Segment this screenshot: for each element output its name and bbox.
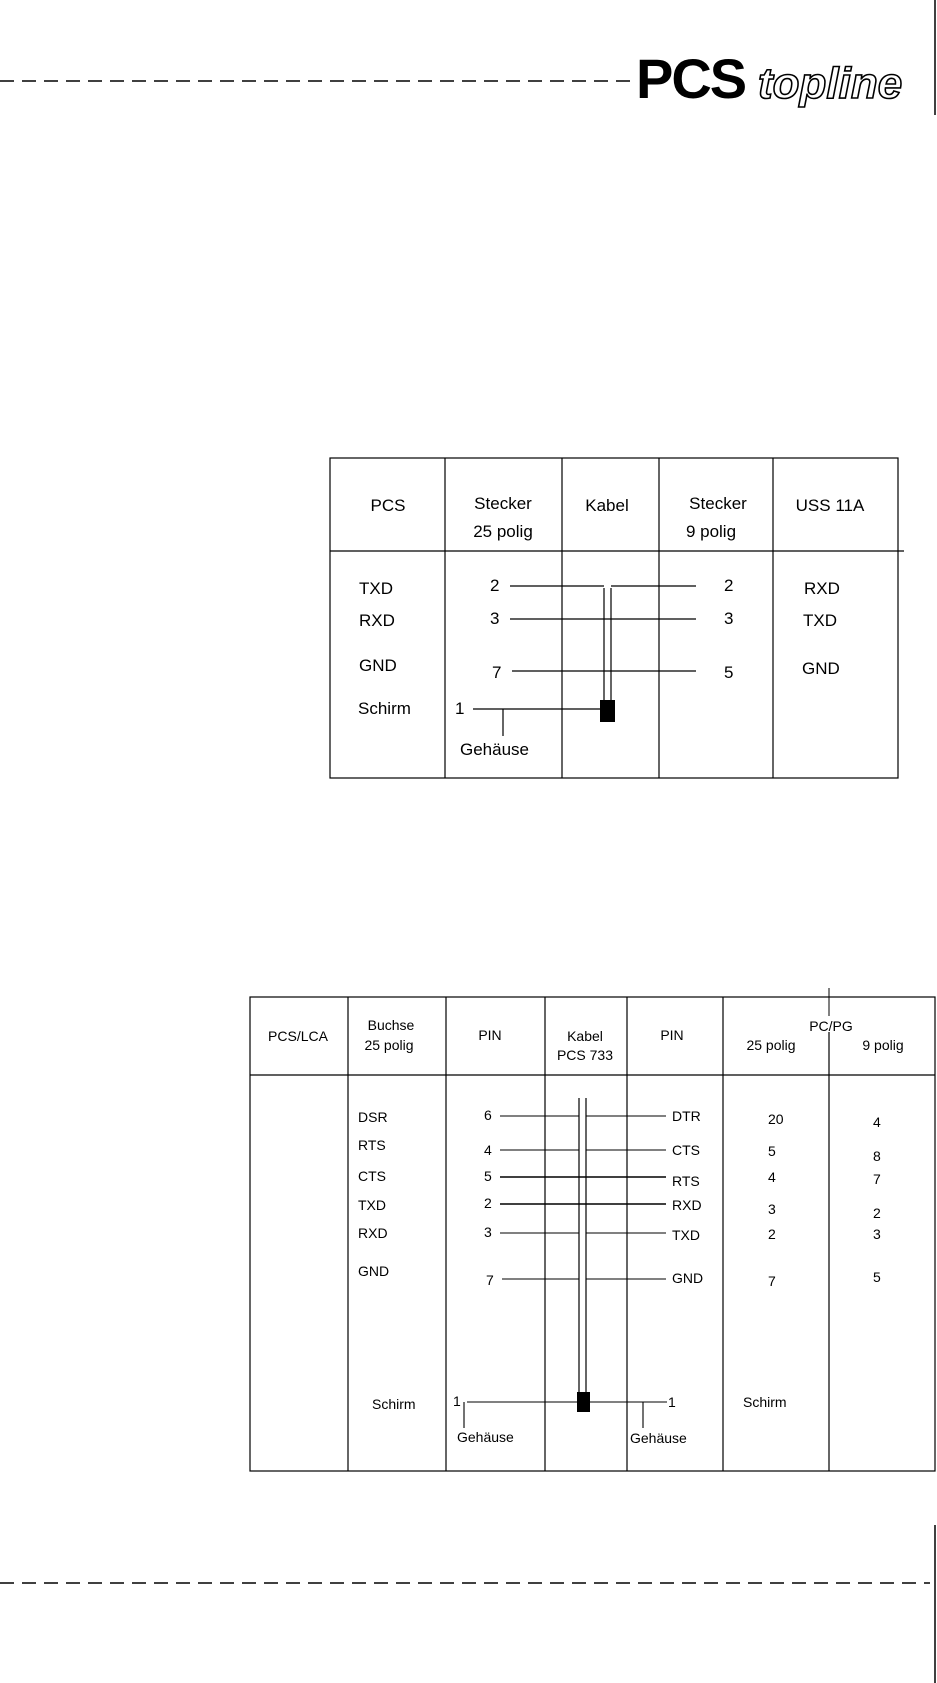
header-kabel-line1: Kabel bbox=[567, 1028, 603, 1044]
header-stecker-25-line2: 25 polig bbox=[473, 522, 533, 541]
t2-row4-right-signal: RXD bbox=[672, 1197, 702, 1213]
t2-row3-pc9: 7 bbox=[873, 1171, 881, 1187]
header-kabel: Kabel bbox=[585, 496, 629, 515]
header-uss-11a: USS 11A bbox=[795, 496, 865, 515]
header-buchse-line1: Buchse bbox=[367, 1017, 415, 1033]
header-buchse-line2: 25 polig bbox=[364, 1037, 414, 1053]
t2-shield-pc-label: Schirm bbox=[743, 1394, 787, 1410]
t2-row5-left-pin: 3 bbox=[484, 1224, 492, 1240]
t2-row4-pc9: 2 bbox=[873, 1205, 881, 1221]
row2-left-signal: RXD bbox=[359, 611, 395, 630]
pcs-topline-logo bbox=[636, 47, 902, 110]
wiring-table-uss bbox=[330, 458, 904, 778]
logo-product: topline bbox=[758, 59, 903, 108]
t2-shield-left-housing: Gehäuse bbox=[457, 1429, 514, 1445]
t2-row6-left-signal: GND bbox=[358, 1263, 390, 1279]
t2-shield-left-pin: 1 bbox=[453, 1393, 461, 1409]
row3-right-pin: 5 bbox=[724, 663, 734, 682]
header-pin-left: PIN bbox=[478, 1027, 502, 1043]
wiring-table-pc-pg bbox=[250, 988, 935, 1471]
t2-row5-pc25: 2 bbox=[768, 1226, 776, 1242]
row2-right-pin: 3 bbox=[724, 609, 734, 628]
t2-row2-left-signal: RTS bbox=[358, 1137, 386, 1153]
t2-row4-pc25: 3 bbox=[768, 1201, 776, 1217]
header-stecker-9-line1: Stecker bbox=[689, 494, 747, 513]
shield-pin: 1 bbox=[455, 699, 465, 718]
t2-shield-label: Schirm bbox=[372, 1396, 416, 1412]
shield-label: Schirm bbox=[358, 699, 411, 718]
logo-brand: PCS bbox=[636, 47, 746, 110]
t2-row6-left-pin: 7 bbox=[486, 1272, 494, 1288]
header-pcs: PCS bbox=[370, 496, 406, 515]
header-pc-pg: PC/PG bbox=[809, 1018, 853, 1034]
t2-row3-left-signal: CTS bbox=[358, 1168, 386, 1184]
t2-row2-right-signal: CTS bbox=[672, 1142, 700, 1158]
t2-row6-pc25: 7 bbox=[768, 1273, 776, 1289]
t2-row2-pc25: 5 bbox=[768, 1143, 776, 1159]
t2-row1-right-signal: DTR bbox=[672, 1108, 701, 1124]
row1-right-pin: 2 bbox=[724, 576, 734, 595]
t2-row4-left-signal: TXD bbox=[358, 1197, 386, 1213]
t2-row1-left-signal: DSR bbox=[358, 1109, 388, 1125]
header-pcs-lca: PCS/LCA bbox=[268, 1028, 328, 1044]
row3-right-signal: GND bbox=[802, 659, 840, 678]
t2-row6-right-signal: GND bbox=[672, 1270, 704, 1286]
header-25-polig: 25 polig bbox=[746, 1037, 796, 1053]
row1-left-signal: TXD bbox=[359, 579, 393, 598]
cable-shield-clamp bbox=[577, 1392, 590, 1412]
row1-left-pin: 2 bbox=[490, 576, 500, 595]
row2-right-signal: TXD bbox=[803, 611, 837, 630]
row3-left-signal: GND bbox=[359, 656, 397, 675]
t2-row6-pc9: 5 bbox=[873, 1269, 881, 1285]
t2-row2-pc9: 8 bbox=[873, 1148, 881, 1164]
header-kabel-line2: PCS 733 bbox=[556, 1047, 614, 1063]
t2-row1-left-pin: 6 bbox=[484, 1107, 492, 1123]
t2-row4-left-pin: 2 bbox=[484, 1195, 492, 1211]
t2-row3-left-pin: 5 bbox=[484, 1168, 492, 1184]
t2-shield-right-pin: 1 bbox=[668, 1394, 676, 1410]
header-9-polig: 9 polig bbox=[862, 1037, 904, 1053]
t2-row3-pc25: 4 bbox=[768, 1169, 776, 1185]
t2-row1-pc9: 4 bbox=[873, 1114, 881, 1130]
shield-housing: Gehäuse bbox=[460, 740, 529, 759]
t2-row1-pc25: 20 bbox=[768, 1111, 784, 1127]
header-stecker-25-line1: Stecker bbox=[474, 494, 532, 513]
row3-left-pin: 7 bbox=[492, 663, 502, 682]
t2-row5-left-signal: RXD bbox=[358, 1225, 388, 1241]
row1-right-signal: RXD bbox=[804, 579, 840, 598]
t2-row5-pc9: 3 bbox=[873, 1226, 881, 1242]
header-pin-right: PIN bbox=[660, 1027, 684, 1043]
t2-shield-right-housing: Gehäuse bbox=[630, 1430, 687, 1446]
header-stecker-9-line2: 9 polig bbox=[685, 522, 737, 541]
t2-row2-left-pin: 4 bbox=[484, 1142, 492, 1158]
t2-row5-right-signal: TXD bbox=[672, 1227, 700, 1243]
t2-row3-right-signal: RTS bbox=[672, 1173, 700, 1189]
row2-left-pin: 3 bbox=[490, 609, 500, 628]
cable-shield-clamp bbox=[600, 700, 615, 722]
